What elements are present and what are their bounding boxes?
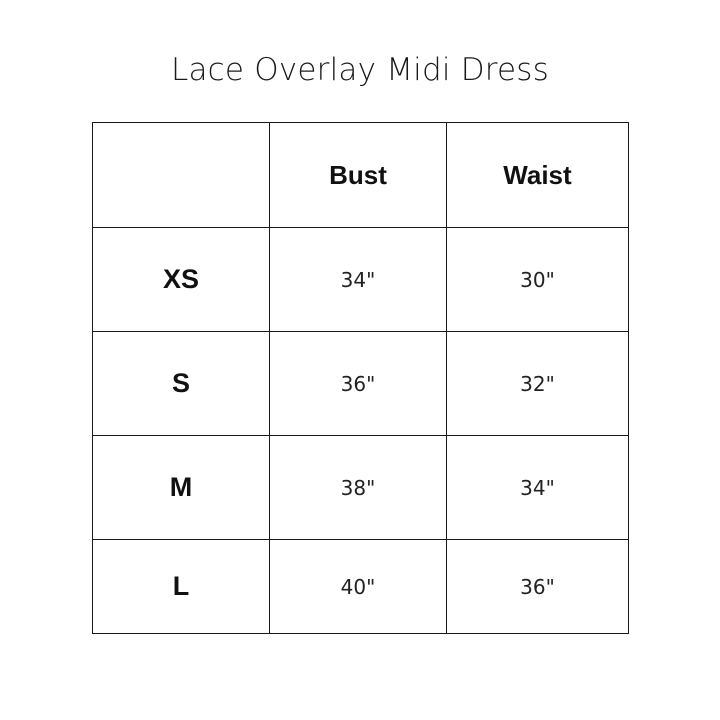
header-cell-blank — [93, 123, 270, 228]
waist-value-cell: 30" — [447, 228, 629, 332]
size-label-cell: XS — [93, 228, 270, 332]
size-label-cell: L — [93, 540, 270, 634]
size-label-cell: S — [93, 332, 270, 436]
table-row — [93, 540, 629, 634]
bust-value-cell: 34" — [270, 228, 447, 332]
table-row — [93, 228, 629, 332]
size-chart-table — [92, 122, 629, 634]
bust-value-cell: 36" — [270, 332, 447, 436]
waist-value-cell: 34" — [447, 436, 629, 540]
waist-value-cell: 36" — [447, 540, 629, 634]
table-header-row — [93, 123, 629, 228]
bust-value-cell: 38" — [270, 436, 447, 540]
table-row — [93, 436, 629, 540]
waist-value-cell: 32" — [447, 332, 629, 436]
header-cell-bust: Bust — [270, 123, 447, 228]
page-title: Lace Overlay Midi Dress — [170, 52, 550, 88]
header-cell-waist: Waist — [447, 123, 629, 228]
bust-value-cell: 40" — [270, 540, 447, 634]
size-label-cell: M — [93, 436, 270, 540]
table-row — [93, 332, 629, 436]
